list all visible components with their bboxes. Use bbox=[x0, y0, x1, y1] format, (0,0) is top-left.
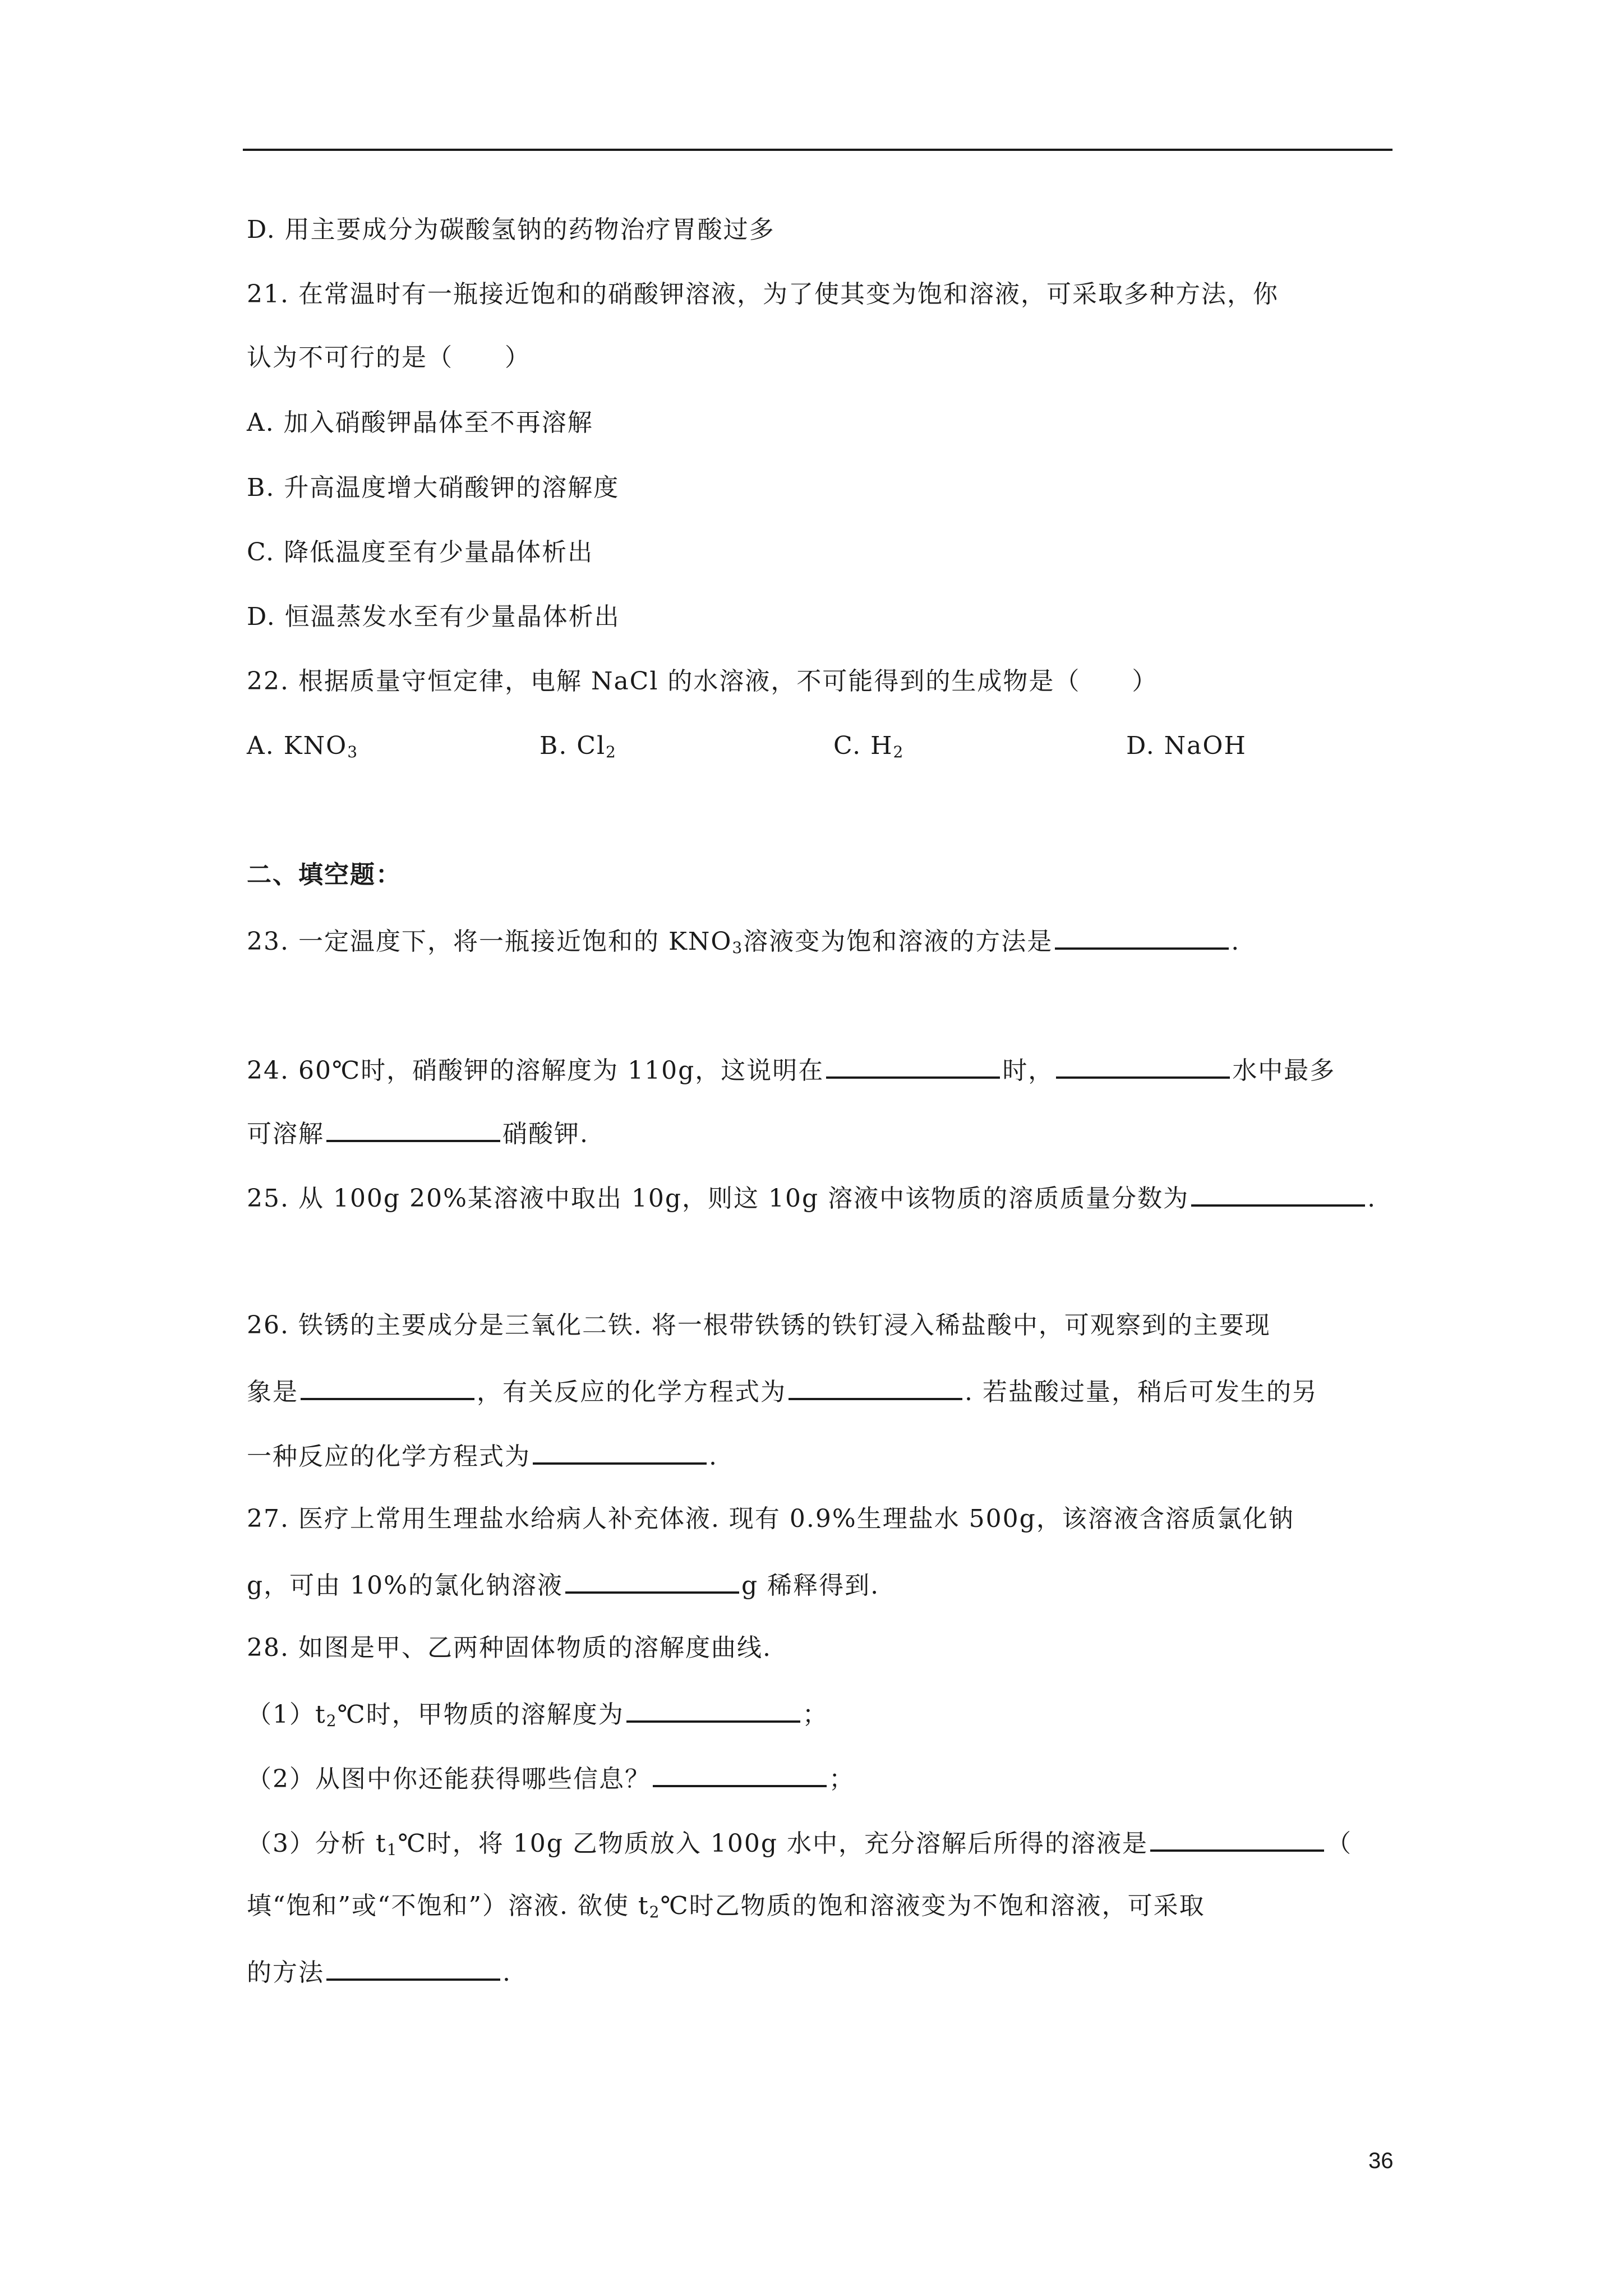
q26-end: . bbox=[709, 1442, 718, 1471]
q27-line2 bbox=[247, 1567, 879, 1603]
q28-sub3-line2 bbox=[247, 1889, 1205, 1923]
q27-line1 bbox=[247, 1502, 1294, 1536]
q22-option-d bbox=[1126, 729, 1247, 763]
q20-option-d bbox=[247, 213, 775, 247]
q28-sub2-text: （2）从图中你还能获得哪些信息？ bbox=[247, 1765, 651, 1793]
q24-text-2: 时， bbox=[1002, 1056, 1054, 1085]
q28-sub2 bbox=[247, 1760, 855, 1796]
q28-sub3-text-1: （3）分析 t bbox=[247, 1829, 387, 1858]
q28-sub3-text-4: ℃时乙物质的饱和溶液变为不饱和溶液，可采取 bbox=[660, 1892, 1205, 1920]
q21-stem-text-1: 21. 在常温时有一瓶接近饱和的硝酸钾溶液，为了使其变为饱和溶液，可采取多种方法，你 bbox=[247, 280, 1279, 309]
q23-text-2: 溶液变为饱和溶液的方法是 bbox=[743, 927, 1053, 956]
q25-text: 25. 从 100g 20%某溶液中取出 10g，则这 10g 溶液中该物质的溶质质量分数为 bbox=[247, 1184, 1189, 1213]
q28-sub3-blank-1[interactable] bbox=[1150, 1825, 1324, 1852]
q24-line2 bbox=[247, 1115, 589, 1151]
q22-stem bbox=[247, 665, 1158, 698]
q24-blank-3[interactable] bbox=[326, 1115, 500, 1142]
q28-sub3-line3 bbox=[247, 1954, 511, 1990]
q22-stem-text: 22. 根据质量守恒定律，电解 NaCl 的水溶液，不可能得到的生成物是（ ） bbox=[247, 667, 1158, 696]
q28-sub1-end: ； bbox=[802, 1700, 828, 1729]
q28-sub3-end-2: . bbox=[502, 1958, 511, 1987]
q28-sub3-sub-2: 2 bbox=[649, 1903, 661, 1921]
q28-stem bbox=[247, 1631, 772, 1665]
q27-blank[interactable] bbox=[565, 1567, 739, 1594]
q26-line2 bbox=[247, 1373, 1318, 1409]
q28-sub1 bbox=[247, 1696, 828, 1732]
q23-line bbox=[247, 923, 1240, 959]
q26-text-1: 26. 铁锈的主要成分是三氧化二铁. 将一根带铁锈的铁钉浸入稀盐酸中，可观察到的主要现 bbox=[247, 1311, 1271, 1340]
q22-option-b-text: B. Cl bbox=[540, 731, 606, 760]
q27-text-3: g 稀释得到. bbox=[741, 1571, 880, 1600]
q24-line1 bbox=[247, 1052, 1335, 1088]
q28-sub3-text-3: 填“饱和”或“不饱和”）溶液. 欲使 t bbox=[247, 1892, 649, 1920]
page-number: 36 bbox=[1368, 2148, 1394, 2173]
q24-blank-1[interactable] bbox=[826, 1052, 1000, 1079]
q26-text-4: . 若盐酸过量，稍后可发生的另 bbox=[965, 1378, 1318, 1406]
q28-sub1-blank[interactable] bbox=[626, 1696, 800, 1723]
section-title-text: 二、填空题： bbox=[247, 861, 402, 889]
q28-sub3-text-2: ℃时，将 10g 乙物质放入 100g 水中，充分溶解后所得的溶液是 bbox=[398, 1829, 1148, 1858]
q26-line1 bbox=[247, 1309, 1271, 1342]
q20-option-d-text: D. 用主要成分为碳酸氢钠的药物治疗胃酸过多 bbox=[247, 215, 775, 244]
q21-option-d-text: D. 恒温蒸发水至有少量晶体析出 bbox=[247, 602, 620, 631]
q28-sub2-end: ； bbox=[829, 1765, 855, 1793]
q28-sub3-text-5: 的方法 bbox=[247, 1958, 324, 1987]
q28-sub3-end: （ bbox=[1326, 1829, 1352, 1858]
q26-line3 bbox=[247, 1438, 718, 1474]
q21-option-c bbox=[247, 536, 593, 569]
q24-text-3: 水中最多 bbox=[1232, 1056, 1336, 1085]
q23-sub: 3 bbox=[732, 938, 744, 957]
q23-end: . bbox=[1231, 927, 1241, 956]
q24-blank-2[interactable] bbox=[1056, 1052, 1230, 1079]
q28-sub1-text-1: （1）t bbox=[247, 1700, 326, 1729]
q26-blank-2[interactable] bbox=[789, 1373, 962, 1400]
q26-text-5: 一种反应的化学方程式为 bbox=[247, 1442, 531, 1471]
q22-option-c-sub: 2 bbox=[893, 743, 905, 761]
q26-text-3: ，有关反应的化学方程式为 bbox=[477, 1378, 786, 1406]
q25-answer-blank[interactable] bbox=[1191, 1180, 1365, 1207]
q23-answer-blank[interactable] bbox=[1055, 923, 1229, 950]
q21-option-a bbox=[247, 406, 593, 440]
q22-option-c-text: C. H bbox=[833, 731, 893, 760]
q22-option-a-text: A. KNO bbox=[247, 731, 348, 760]
q22-option-a bbox=[247, 729, 358, 763]
q21-stem-text-2: 认为不可行的是（ ） bbox=[247, 343, 531, 372]
q28-sub3-blank-2[interactable] bbox=[326, 1954, 500, 1981]
q24-text-4: 可溶解 bbox=[247, 1120, 324, 1148]
section-title-fill-in bbox=[247, 858, 402, 892]
q22-option-b bbox=[540, 729, 617, 763]
q28-sub2-blank[interactable] bbox=[653, 1760, 827, 1787]
q21-option-c-text: C. 降低温度至有少量晶体析出 bbox=[247, 538, 594, 567]
q28-sub1-sub: 2 bbox=[326, 1711, 338, 1730]
q25-end: . bbox=[1367, 1184, 1377, 1213]
q21-option-a-text: A. 加入硝酸钾晶体至不再溶解 bbox=[247, 408, 593, 437]
q28-sub1-text-2: ℃时，甲物质的溶解度为 bbox=[337, 1700, 624, 1729]
q28-stem-text: 28. 如图是甲、乙两种固体物质的溶解度曲线. bbox=[247, 1634, 772, 1662]
q22-option-a-sub: 3 bbox=[347, 743, 359, 761]
q22-option-d-text: D. NaOH bbox=[1126, 731, 1247, 760]
q26-text-2: 象是 bbox=[247, 1378, 298, 1406]
q25-line bbox=[247, 1180, 1376, 1216]
q26-blank-3[interactable] bbox=[533, 1438, 707, 1465]
q23-text-1: 23. 一定温度下，将一瓶接近饱和的 KNO bbox=[247, 927, 732, 956]
q27-text-1: 27. 医疗上常用生理盐水给病人补充体液. 现有 0.9%生理盐水 500g，该溶液含溶质氯化钠 bbox=[247, 1504, 1294, 1533]
q21-option-d bbox=[247, 600, 620, 634]
q21-option-b bbox=[247, 471, 619, 505]
header-rule bbox=[243, 149, 1393, 151]
q24-text-5: 硝酸钾. bbox=[502, 1120, 589, 1148]
q28-sub3-sub: 1 bbox=[386, 1841, 398, 1859]
q22-option-b-sub: 2 bbox=[606, 743, 617, 761]
q21-stem-line2 bbox=[247, 341, 531, 375]
q22-option-c bbox=[833, 729, 904, 763]
q28-sub3-line1 bbox=[247, 1825, 1352, 1861]
q21-option-b-text: B. 升高温度增大硝酸钾的溶解度 bbox=[247, 473, 620, 502]
q26-blank-1[interactable] bbox=[301, 1373, 474, 1400]
q27-text-2: g，可由 10%的氯化钠溶液 bbox=[247, 1571, 563, 1600]
q24-text-1: 24. 60℃时，硝酸钾的溶解度为 110g，这说明在 bbox=[247, 1056, 824, 1085]
q21-stem-line1 bbox=[247, 278, 1279, 311]
